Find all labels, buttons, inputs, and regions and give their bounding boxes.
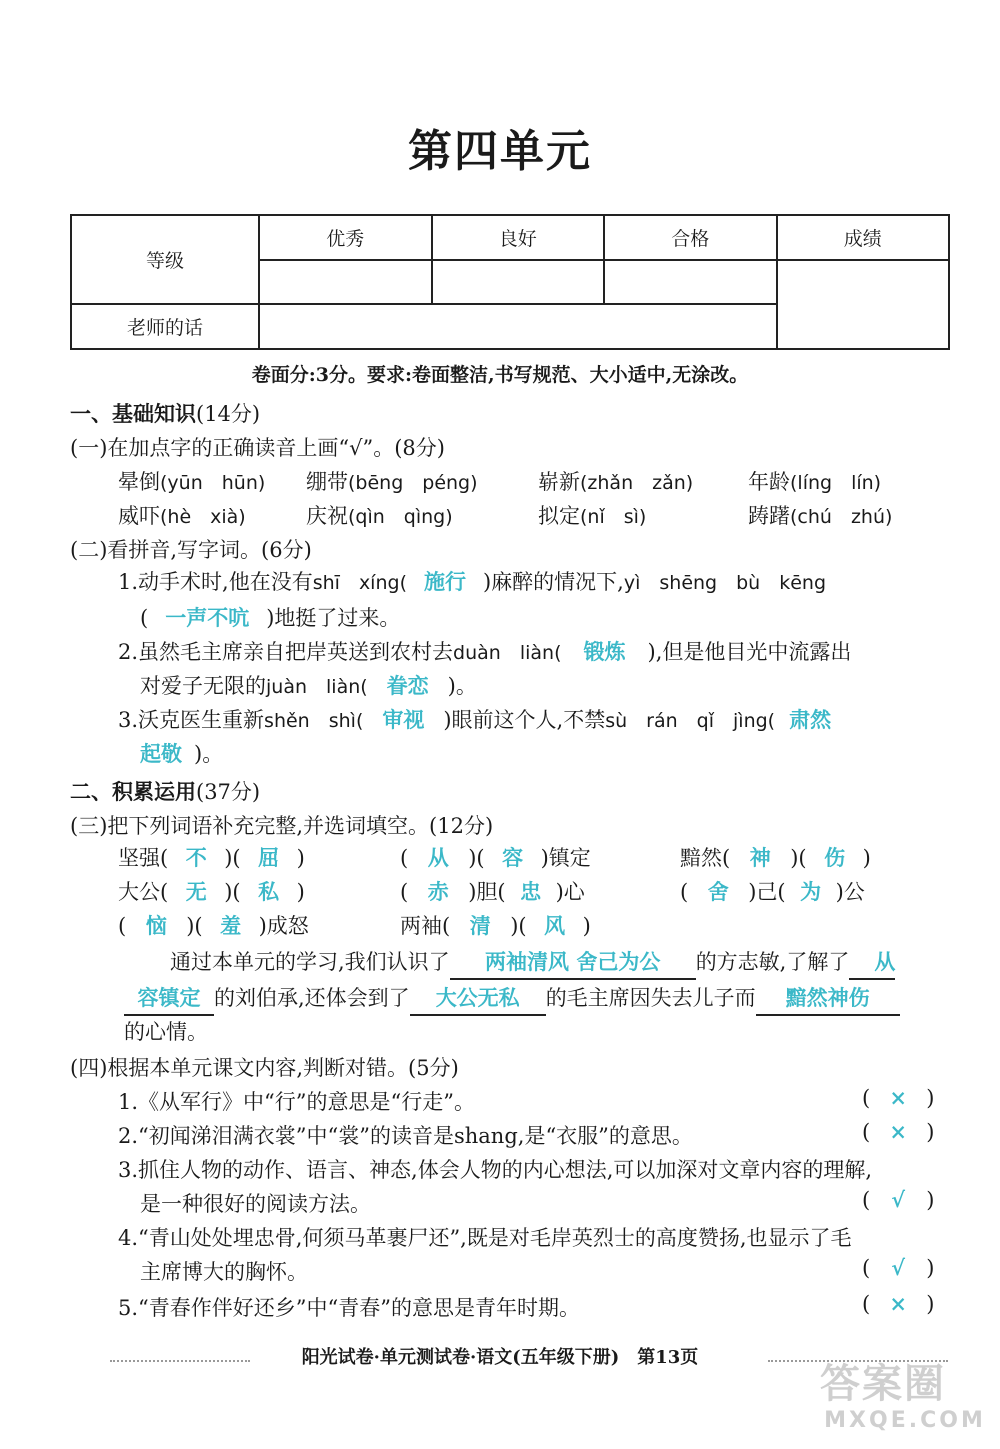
level-pass-cell[interactable] <box>604 260 777 305</box>
answer-text[interactable]: 伤 <box>824 845 846 870</box>
q1-item: 晕倒(yūn hūn) <box>118 470 266 494</box>
q1-item: 崭新(zhǎn zǎn) <box>538 470 694 494</box>
q3-paragraph-line1: 通过本单元的学习,我们认识了 两袖清风 舍己为公 的方志敏,了解了 从 <box>170 946 895 980</box>
q3-word: ( 舍 )己( 为 )公 <box>680 876 865 908</box>
q2-sentence-3-cont: 起敬 )。 <box>140 738 223 770</box>
level-label: 等级 <box>71 215 259 304</box>
answer-text[interactable]: 起敬 <box>140 741 182 766</box>
judge-mark: × <box>889 1085 907 1110</box>
q4-item-1: 1.《从军行》中“行”的意思是“行走”。 <box>118 1090 475 1114</box>
fill-blank[interactable]: 两袖清风 舍己为公 <box>450 946 696 980</box>
q2-sentence-2: 2.虽然毛主席亲自把岸英送到农村去duàn liàn( 锻炼 ),但是他目光中流露出 <box>118 636 851 669</box>
answer-text[interactable]: 赤 <box>427 879 449 904</box>
q3-word: 大公( 无 )( 私 ) <box>118 876 305 908</box>
answer-text[interactable]: 容 <box>502 845 524 870</box>
answer-text[interactable]: 舍 <box>707 879 729 904</box>
q2-sentence-3: 3.沃克医生重新shěn shì( 审视 )眼前这个人,不禁sù rán qǐ jìng( 肃然 <box>118 704 845 737</box>
fill-blank[interactable]: 黯然神伤 <box>756 982 900 1016</box>
answer-text[interactable]: 私 <box>258 879 280 904</box>
q3-word: ( 赤 )胆( 忠 )心 <box>400 876 585 908</box>
answer-text[interactable]: 屈 <box>258 845 280 870</box>
answer-text[interactable]: 眷恋 <box>386 673 429 698</box>
watermark-logo <box>820 1360 990 1440</box>
q4-item-5: 5.“青春作伴好还乡”中“青春”的意思是青年时期。 <box>118 1296 580 1320</box>
judge-mark: × <box>889 1119 907 1144</box>
watermark-top: 答案圈 <box>820 1361 946 1407</box>
judge-box[interactable]: ( × ) <box>862 1116 934 1148</box>
answer-text[interactable]: 施行 <box>423 569 466 594</box>
page-footer: 阳光试卷·单元测试卷·语文(五年级下册) 第13页 <box>301 1347 699 1368</box>
level-good-cell[interactable] <box>432 260 605 305</box>
level-pass: 合格 <box>604 215 777 260</box>
judge-box[interactable]: ( × ) <box>862 1288 934 1320</box>
q1-item: 绷带(bēng péng) <box>306 470 478 494</box>
q3-word: ( 从 )( 容 )镇定 <box>400 842 591 874</box>
part2-points: (37分) <box>196 780 261 804</box>
answer-text[interactable]: 风 <box>544 913 566 938</box>
q3-paragraph-line3: 的心情。 <box>124 1020 208 1044</box>
q4-item-4-cont: 主席博大的胸怀。 <box>140 1260 308 1284</box>
part2-heading <box>70 776 260 808</box>
fill-blank[interactable]: 从 <box>849 946 895 980</box>
q1-item: 庆祝(qìn qìng) <box>306 504 453 528</box>
q3-heading: (三)把下列词语补充完整,并选词填空。(12分) <box>70 814 494 838</box>
answer-text[interactable]: 从 <box>427 845 449 870</box>
q4-item-3: 3.抓住人物的动作、语言、神态,体会人物的内心想法,可以加深对文章内容的理解, <box>118 1158 873 1182</box>
level-excellent: 优秀 <box>259 215 432 260</box>
q3-word: 坚强( 不 )( 屈 ) <box>118 842 305 874</box>
page-title: 第四单元 <box>408 126 592 177</box>
q1-item: 拟定(nǐ sì) <box>538 504 647 528</box>
part1-heading <box>70 398 260 430</box>
q4-item-4: 4.“青山处处埋忠骨,何须马革裹尸还”,既是对毛岸英烈士的高度赞扬,也显示了毛 <box>118 1226 852 1250</box>
teacher-comment-cell[interactable] <box>259 304 777 349</box>
score-label: 成绩 <box>777 215 950 260</box>
answer-text[interactable]: 忠 <box>520 879 542 904</box>
q2-sentence-1-cont: ( 一声不吭 )地挺了过来。 <box>140 602 400 634</box>
q4-heading: (四)根据本单元课文内容,判断对错。(5分) <box>70 1056 459 1080</box>
answer-text[interactable]: 肃然 <box>789 707 832 732</box>
part1-points: (14分) <box>196 402 261 426</box>
q1-heading: (一)在加点字的正确读音上画“√”。(8分) <box>70 436 445 460</box>
judge-box[interactable]: ( √ ) <box>862 1184 934 1216</box>
part2-title: 二、积累运用 <box>70 779 196 804</box>
answer-text[interactable]: 清 <box>469 913 491 938</box>
answer-text[interactable]: 为 <box>800 879 822 904</box>
q3-word: ( 恼 )( 羞 )成怒 <box>118 910 309 942</box>
judge-mark: √ <box>891 1187 906 1212</box>
fill-blank[interactable]: 容镇定 <box>124 982 214 1016</box>
score-cell[interactable] <box>777 260 950 349</box>
q4-item-3-cont: 是一种很好的阅读方法。 <box>140 1192 371 1216</box>
q3-word: 黯然( 神 )( 伤 ) <box>680 842 871 874</box>
judge-mark: × <box>889 1291 907 1316</box>
answer-text[interactable]: 一声不吭 <box>165 605 250 630</box>
grade-table <box>70 214 950 350</box>
fill-blank[interactable]: 大公无私 <box>410 982 546 1016</box>
answer-text[interactable]: 锻炼 <box>583 639 626 664</box>
judge-mark: √ <box>891 1255 906 1280</box>
answer-text[interactable]: 不 <box>185 845 207 870</box>
q1-item: 踌躇(chú zhú) <box>748 504 893 528</box>
level-excellent-cell[interactable] <box>259 260 432 305</box>
q3-paragraph-line2: 容镇定 的刘伯承,还体会到了 大公无私 的毛主席因失去儿子而 黯然神伤 <box>124 982 900 1016</box>
q2-heading: (二)看拼音,写字词。(6分) <box>70 538 312 562</box>
judge-box[interactable]: ( √ ) <box>862 1252 934 1284</box>
answer-text[interactable]: 恼 <box>145 913 167 938</box>
q4-item-2: 2.“初闻涕泪满衣裳”中“裳”的读音是shang,是“衣服”的意思。 <box>118 1124 693 1148</box>
part1-title: 一、基础知识 <box>70 401 196 426</box>
teacher-label: 老师的话 <box>71 304 259 349</box>
judge-box[interactable]: ( × ) <box>862 1082 934 1114</box>
q1-item: 年龄(líng lín) <box>748 470 882 494</box>
answer-text[interactable]: 羞 <box>220 913 242 938</box>
answer-text[interactable]: 神 <box>749 845 771 870</box>
q2-sentence-1: 1.动手术时,他在没有shī xíng( 施行 )麻醉的情况下,yì shēng bù kēng <box>118 566 826 599</box>
neatness-note: 卷面分:3分。要求:卷面整洁,书写规范、大小适中,无涂改。 <box>251 364 749 386</box>
q2-sentence-2-cont: 对爱子无限的juàn liàn( 眷恋 )。 <box>140 670 477 703</box>
answer-text[interactable]: 无 <box>185 879 207 904</box>
answer-text[interactable]: 审视 <box>382 707 425 732</box>
q3-word: 两袖( 清 )( 风 ) <box>400 910 591 942</box>
level-good: 良好 <box>432 215 605 260</box>
watermark-bottom: MXQE.COM <box>824 1408 986 1433</box>
q1-item: 威吓(hè xià) <box>118 504 246 528</box>
